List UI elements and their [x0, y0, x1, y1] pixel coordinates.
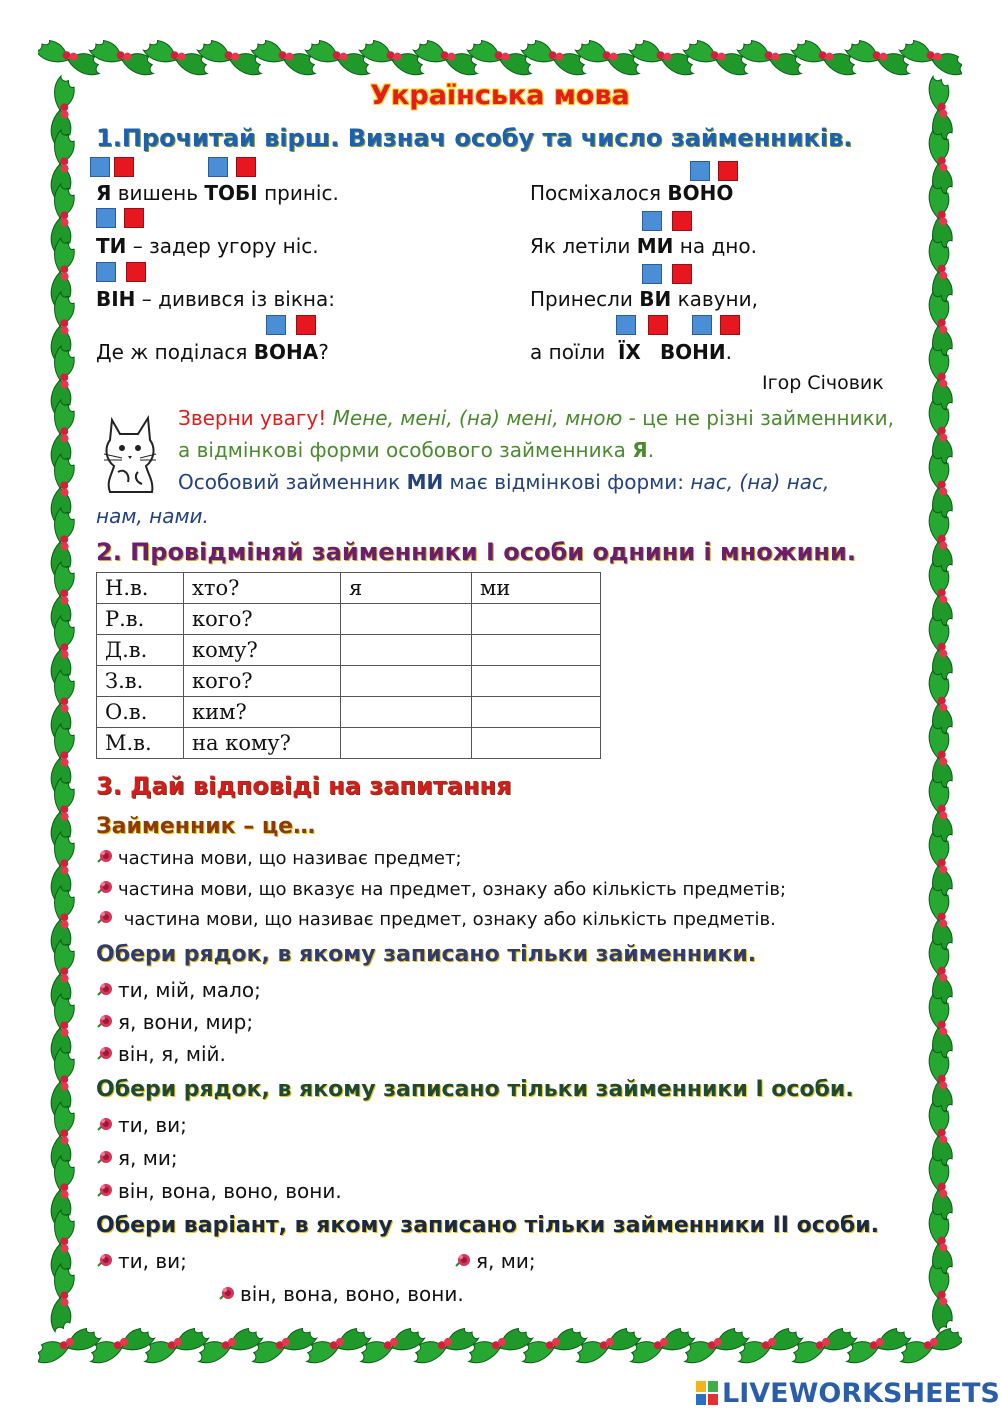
- table-cell: ми: [472, 573, 601, 604]
- q1-option-3[interactable]: частина мови, що називає предмет, ознаку або кількість предметів.: [96, 909, 776, 930]
- poem-line: Посміхалося ВОНО: [530, 181, 734, 205]
- person-box[interactable]: [616, 315, 636, 335]
- cat-icon: [98, 412, 164, 496]
- q2-option-3[interactable]: він, я, мій.: [96, 1042, 226, 1066]
- number-box[interactable]: [672, 264, 692, 284]
- table-cell: кого?: [184, 666, 341, 697]
- person-box[interactable]: [266, 315, 286, 335]
- answer-cell[interactable]: [472, 604, 601, 635]
- answer-cell[interactable]: [472, 728, 601, 759]
- liveworksheets-logo[interactable]: LIVEWORKSHEETS: [696, 1378, 1000, 1409]
- q1-option-2[interactable]: частина мови, що вказує на предмет, ознаку або кількість предметів;: [96, 879, 786, 900]
- person-box[interactable]: [690, 161, 710, 181]
- table-cell: З.в.: [97, 666, 184, 697]
- number-box[interactable]: [124, 208, 144, 228]
- task2-heading: 2. Провідміняй займенники І особи однини і множини.: [96, 538, 856, 566]
- poem-line: Я вишень ТОБІ приніс.: [96, 181, 339, 205]
- q3-option-2[interactable]: я, ми;: [96, 1146, 178, 1170]
- poem-line: Як летіли МИ на дно.: [530, 234, 757, 258]
- person-box[interactable]: [96, 262, 116, 282]
- table-row: [97, 604, 601, 635]
- table-row: [97, 573, 601, 604]
- poem-author: Ігор Січовик: [762, 372, 884, 394]
- flower-icon: [96, 1148, 114, 1166]
- note-forms-part: нас, (на) нас,: [690, 470, 830, 494]
- person-box[interactable]: [96, 208, 116, 228]
- number-box[interactable]: [672, 211, 692, 231]
- q2-option-2[interactable]: я, вони, мир;: [96, 1010, 253, 1034]
- table-cell: на кому?: [184, 728, 341, 759]
- table-cell: М.в.: [97, 728, 184, 759]
- poem-line: ТИ – задер угору ніс.: [96, 234, 319, 258]
- answer-cell[interactable]: [341, 697, 472, 728]
- poem-line: Принесли ВИ кавуни,: [530, 287, 758, 311]
- flower-icon: [96, 980, 114, 998]
- task3-heading: 3. Дай відповіді на запитання: [96, 772, 512, 800]
- flower-icon: [96, 1115, 114, 1133]
- flower-icon: [96, 1181, 114, 1199]
- person-box[interactable]: [90, 157, 110, 177]
- table-cell: кому?: [184, 635, 341, 666]
- answer-cell[interactable]: [472, 635, 601, 666]
- flower-icon: [96, 909, 114, 927]
- table-cell: О.в.: [97, 697, 184, 728]
- answer-cell[interactable]: [341, 666, 472, 697]
- flower-icon: [96, 1251, 114, 1269]
- note-text-2: Особовий займенник МИ має відмінкові форми: нас, (на) нас,: [178, 470, 830, 494]
- answer-cell[interactable]: [341, 728, 472, 759]
- question-3-label: Обери рядок, в якому записано тільки займенники І особи.: [96, 1077, 854, 1102]
- flower-icon: [454, 1251, 472, 1269]
- q3-option-1[interactable]: ти, ви;: [96, 1113, 187, 1137]
- poem-line: а поїли ЇХ ВОНИ.: [530, 340, 733, 364]
- question-4-label: Обери варіант, в якому записано тільки займенники ІІ особи.: [96, 1213, 880, 1238]
- person-box[interactable]: [692, 315, 712, 335]
- number-box[interactable]: [296, 315, 316, 335]
- table-cell: Н.в.: [97, 573, 184, 604]
- number-box[interactable]: [236, 157, 256, 177]
- lw-logo-icon: [696, 1381, 718, 1405]
- person-box[interactable]: [642, 211, 662, 231]
- q4-option-2[interactable]: я, ми;: [454, 1249, 536, 1273]
- table-row: [97, 697, 601, 728]
- q3-option-3[interactable]: він, вона, воно, вони.: [96, 1179, 342, 1203]
- q2-option-1[interactable]: ти, мій, мало;: [96, 978, 261, 1002]
- question-2-label: Обери рядок, в якому записано тільки займенники.: [96, 942, 757, 967]
- flower-icon: [96, 848, 114, 866]
- person-box[interactable]: [642, 264, 662, 284]
- table-row: [97, 666, 601, 697]
- q4-option-3[interactable]: він, вона, воно, вони.: [218, 1282, 464, 1306]
- table-cell: я: [341, 573, 472, 604]
- table-cell: Д.в.: [97, 635, 184, 666]
- number-box[interactable]: [126, 262, 146, 282]
- table-cell: ким?: [184, 697, 341, 728]
- declension-table: [96, 572, 601, 759]
- answer-cell[interactable]: [341, 635, 472, 666]
- table-row: [97, 635, 601, 666]
- answer-cell[interactable]: [472, 697, 601, 728]
- q4-option-1[interactable]: ти, ви;: [96, 1249, 187, 1273]
- poem-line: ВІН – дивився із вікна:: [96, 287, 335, 311]
- flower-icon: [218, 1284, 236, 1302]
- number-box[interactable]: [718, 161, 738, 181]
- table-cell: Р.в.: [97, 604, 184, 635]
- q1-option-1[interactable]: частина мови, що називає предмет;: [96, 848, 462, 869]
- poem-line: Де ж поділася ВОНА?: [96, 340, 329, 364]
- table-row: [97, 728, 601, 759]
- flower-icon: [96, 1012, 114, 1030]
- number-box[interactable]: [114, 157, 134, 177]
- answer-cell[interactable]: [341, 604, 472, 635]
- number-box[interactable]: [648, 315, 668, 335]
- answer-cell[interactable]: [472, 666, 601, 697]
- note-forms-line: нам, нами.: [96, 504, 209, 528]
- table-cell: кого?: [184, 604, 341, 635]
- number-box[interactable]: [720, 315, 740, 335]
- note-text: Зверни увагу! Мене, мені, (на) мені, мною - це не різні займенники, а відмінкові форми особового займенника Я.: [178, 406, 895, 462]
- person-box[interactable]: [208, 157, 228, 177]
- flower-icon: [96, 879, 114, 897]
- flower-icon: [96, 1044, 114, 1062]
- task1-heading: 1.Прочитай вірш. Визнач особу та число займенників.: [96, 124, 853, 152]
- question-1-label: Займенник – це…: [96, 814, 316, 839]
- table-cell: хто?: [184, 573, 341, 604]
- page-title: Українська мова: [370, 80, 630, 111]
